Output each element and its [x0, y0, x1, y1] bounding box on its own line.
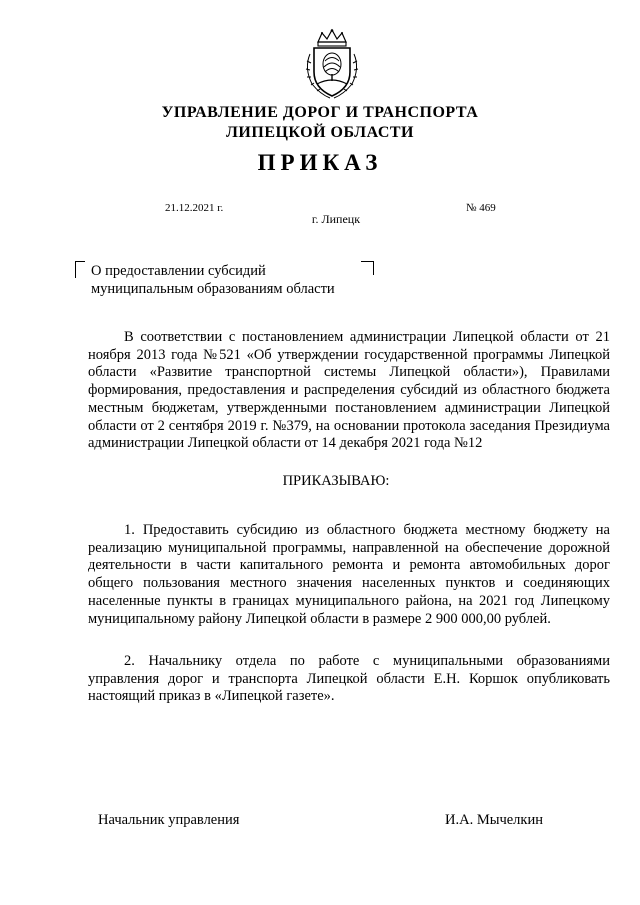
signatory-position: Начальник управления — [98, 812, 240, 828]
subject-line-2: муниципальным образованиям области — [91, 281, 335, 297]
subject-line-1: О предоставлении субсидий — [91, 263, 266, 279]
preamble-paragraph: В соответствии с постановлением администрации Липецкой области от 21 ноября 2013 года №521 «Об утверждении государственной программы Липецкой области «Развитие транспортной системы Липецкой области»), Правилами формирования, предоставления и распределения субсидий из областного бюджета местным бюджетам, утвержденными постановлением администрации Липецкой области от 2 сентября 2019 г. №379, на основании протокола заседания Президиума администрации Липецкой области от 14 декабря 2021 года №12 — [88, 329, 610, 452]
order-word: ПРИКАЗЫВАЮ: — [282, 473, 390, 489]
organization-title-line-2: ЛИПЕЦКОЙ ОБЛАСТИ — [226, 124, 414, 141]
signatory-name: И.А. Мычелкин — [445, 812, 543, 828]
subject-bracket-right — [361, 261, 374, 275]
document-number: № 469 — [466, 202, 496, 214]
subject-bracket-left — [75, 261, 85, 278]
organization-title-line-1: УПРАВЛЕНИЕ ДОРОГ И ТРАНСПОРТА — [161, 104, 479, 121]
order-item-2: 2. Начальнику отдела по работе с муниципальными образованиями управления дорог и транспорта Липецкой области Е.Н. Коршок опубликовать настоящий приказ в «Липецкой газете». — [88, 653, 610, 705]
order-item-1: 1. Предоставить субсидию из областного бюджета местному бюджету на реализацию муниципальной программы, направленной на обеспечение дорожной деятельности в части капитального ремонта и ремонта автомобильных дорог общего пользования местного значения населенных пунктов и соединяющих населенные пункты в границах муниципального района, на 2021 год Липецкому муниципальному району Липецкой области в размере 2 900 000,00 рублей. — [88, 522, 610, 627]
lipetsk-coat-of-arms-icon — [298, 28, 366, 100]
organization-title — [0, 103, 640, 143]
document-subject — [91, 262, 335, 298]
document-type-title: ПРИКАЗ — [257, 150, 383, 175]
document-date: 21.12.2021 г. — [165, 202, 224, 214]
document-city: г. Липецк — [311, 212, 361, 226]
